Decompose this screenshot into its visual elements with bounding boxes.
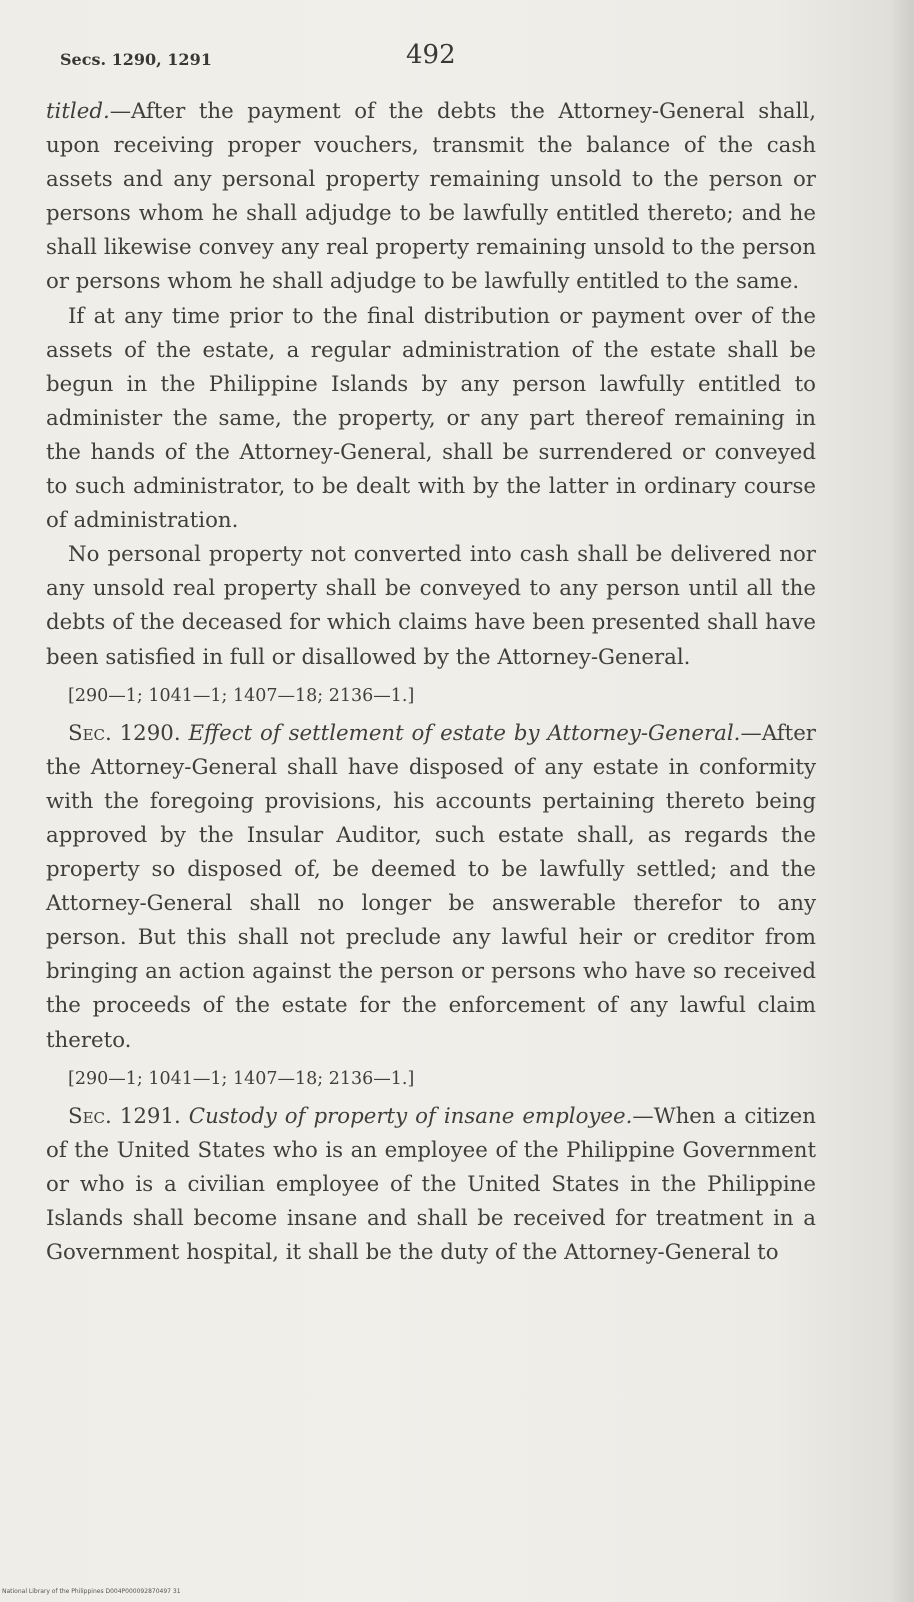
section-number: Sec. 1290. — [68, 720, 181, 746]
source-citation: [290—1; 1041—1; 1407—18; 2136—1.] — [68, 1068, 415, 1089]
page-number: 492 — [406, 40, 456, 70]
paragraph-regular-administration: If at any time prior to the final distribution or payment over of the assets of the estate, a regular administration of the estate shall be begun in the Philippine Islands by any person lawfully entitled to administer the same, the property, or any part thereof remaining in the hands of the Attorney-General, shall be surrendered or conveyed to such administrator, to be dealt with by the latter in ordinary course of administration. — [46, 303, 816, 534]
section-1291 — [46, 1100, 816, 1270]
section-1290 — [46, 717, 816, 1058]
section-title: Effect of settlement of estate by Attorney-General. — [188, 720, 741, 746]
section-text: —When a citizen of the United States who is an employee of the Philippine Government or who is a civilian employee of the United States in the Philippine Islands shall become insane and shall be received for treatment in a Government hospital, it shall be the duty of the Attorney-General to — [46, 1103, 816, 1266]
section-title: Custody of property of insane employee. — [188, 1103, 633, 1129]
running-header — [60, 38, 850, 78]
page-edge-shadow — [890, 0, 914, 1602]
section-range-label: Secs. 1290, 1291 — [60, 50, 212, 69]
section-number: Sec. 1291. — [68, 1103, 181, 1129]
paragraph-text: —After the payment of the debts the Attorney-General shall, upon receiving proper vouchers, transmit the balance of the cash assets and any personal property remaining unsold to the person or persons whom he shall adjudge to be lawfully entitled thereto; and he shall likewise convey any real property remaining unsold to the person or persons whom he shall adjudge to be lawfully entitled to the same. — [46, 99, 816, 295]
source-citation: [290—1; 1041—1; 1407—18; 2136—1.] — [68, 685, 415, 706]
paragraph-personal-property: No personal property not converted into cash shall be delivered nor any unsold real property shall be conveyed to any person until all the debts of the deceased for which claims have been presented shall have been satisfied in full or disallowed by the Attorney-General. — [46, 542, 816, 670]
scan-footer: National Library of the Philippines D004P000092870497 31 — [2, 1588, 181, 1595]
paragraph-continuation — [46, 95, 816, 300]
continued-heading-fragment: titled. — [46, 99, 110, 124]
section-text: —After the Attorney-General shall have disposed of any estate in conformity with the foregoing provisions, his accounts pertaining thereto being approved by the Insular Auditor, such estate shall, as regards the property so disposed of, be deemed to be lawfully settled; and the Attorney-General shall no longer be answerable therefor to any person. But this shall not preclude any lawful heir or creditor from bringing an action against the person or persons who have so received the proceeds of the estate for the enforcement of any lawful claim thereto. — [46, 720, 816, 1053]
body-text — [46, 95, 816, 1270]
